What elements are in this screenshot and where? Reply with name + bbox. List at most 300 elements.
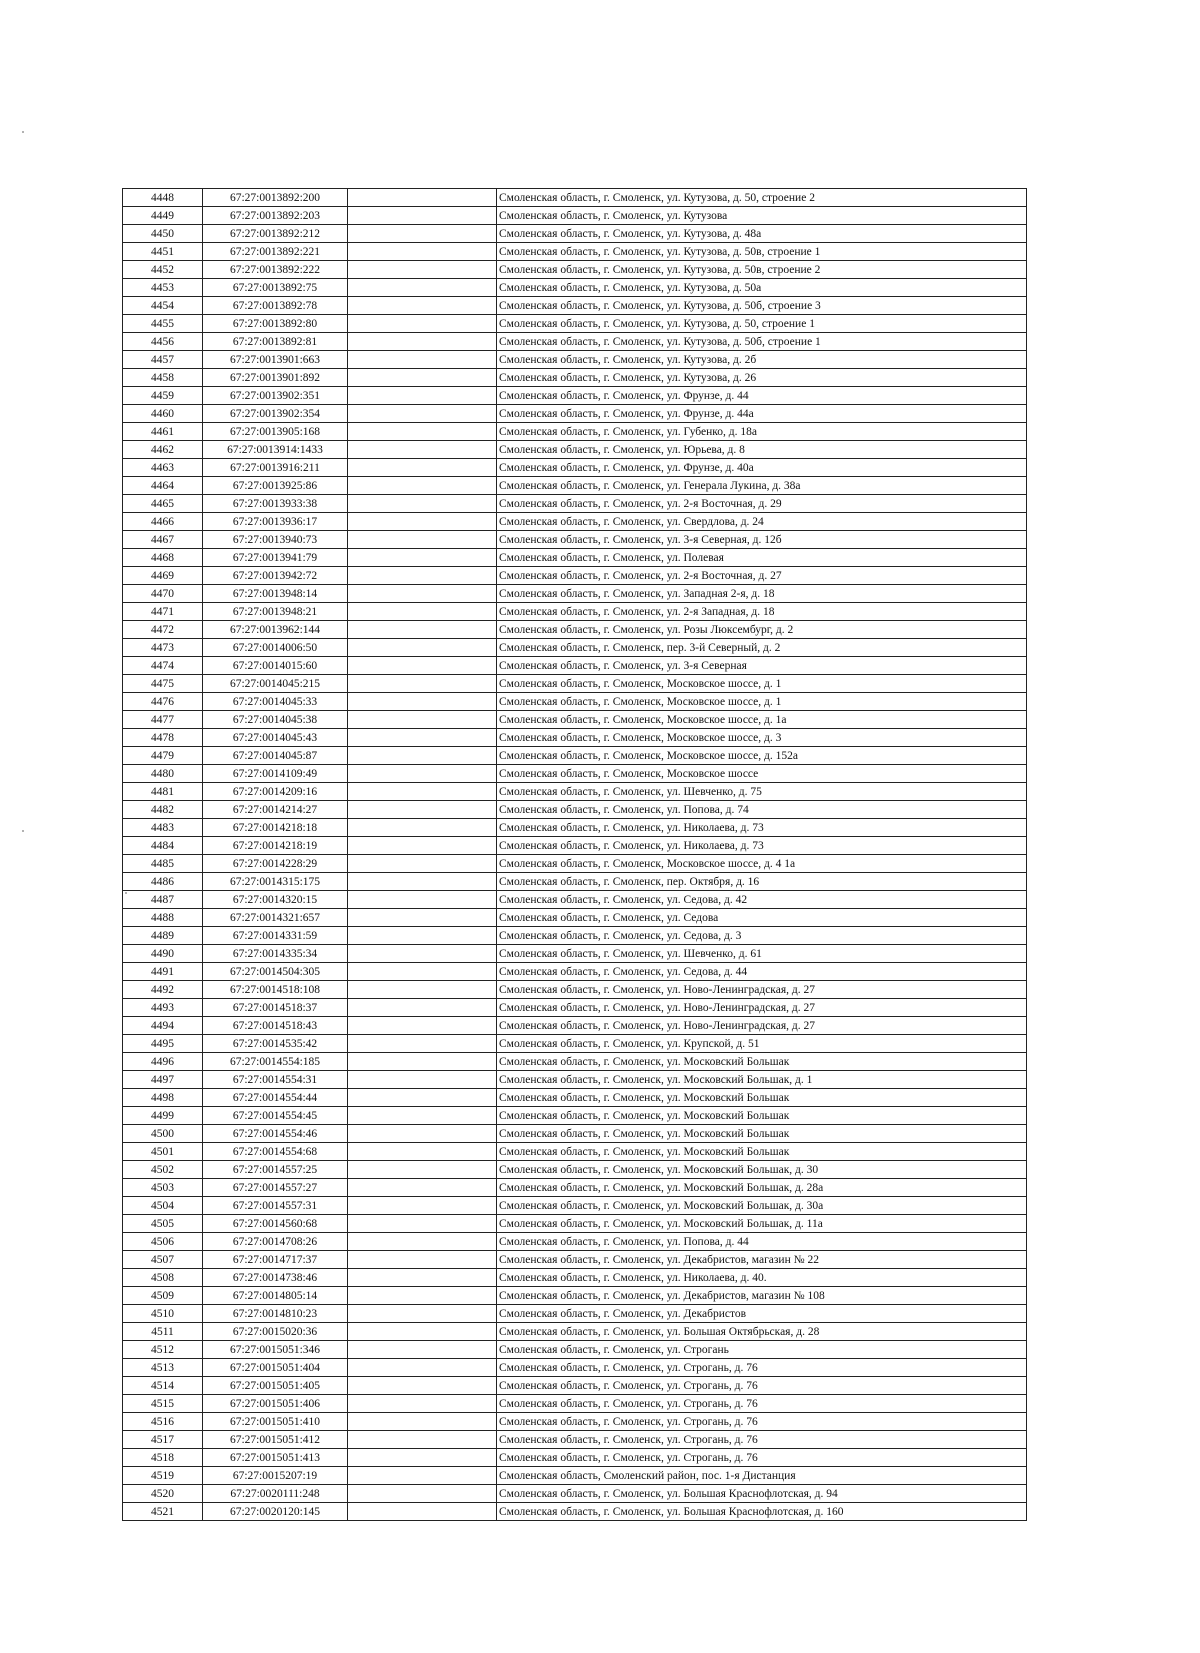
row-number: 4476 <box>123 693 203 711</box>
empty-cell <box>348 693 497 711</box>
row-number: 4474 <box>123 657 203 675</box>
address-cell: Смоленская область, г. Смоленск, ул. 2-я Восточная, д. 29 <box>497 495 1027 513</box>
row-number: 4475 <box>123 675 203 693</box>
address-cell: Смоленская область, г. Смоленск, ул. Большая Краснофлотская, д. 160 <box>497 1503 1027 1521</box>
empty-cell <box>348 657 497 675</box>
row-number: 4489 <box>123 927 203 945</box>
cadastral-number: 67:27:0014045:38 <box>203 711 348 729</box>
cadastral-number: 67:27:0013892:75 <box>203 279 348 297</box>
table-row <box>123 1413 1027 1431</box>
cadastral-number: 67:27:0014504:305 <box>203 963 348 981</box>
table-row <box>123 819 1027 837</box>
empty-cell <box>348 585 497 603</box>
empty-cell <box>348 531 497 549</box>
cadastral-number: 67:27:0014109:49 <box>203 765 348 783</box>
cadastral-number: 67:27:0015051:405 <box>203 1377 348 1395</box>
empty-cell <box>348 891 497 909</box>
row-number: 4502 <box>123 1161 203 1179</box>
table-row <box>123 1359 1027 1377</box>
address-cell: Смоленская область, г. Смоленск, ул. Кутузова, д. 50а <box>497 279 1027 297</box>
table-row <box>123 1395 1027 1413</box>
table-row <box>123 1053 1027 1071</box>
table-row <box>123 1449 1027 1467</box>
empty-cell <box>348 1341 497 1359</box>
table-row <box>123 225 1027 243</box>
empty-cell <box>348 927 497 945</box>
table-row <box>123 801 1027 819</box>
row-number: 4493 <box>123 999 203 1017</box>
address-cell: Смоленская область, г. Смоленск, Московское шоссе, д. 1 <box>497 675 1027 693</box>
table-row <box>123 999 1027 1017</box>
address-cell: Смоленская область, г. Смоленск, ул. Фрунзе, д. 44 <box>497 387 1027 405</box>
address-cell: Смоленская область, г. Смоленск, ул. 2-я Восточная, д. 27 <box>497 567 1027 585</box>
empty-cell <box>348 1431 497 1449</box>
row-number: 4455 <box>123 315 203 333</box>
table-row <box>123 1467 1027 1485</box>
address-cell: Смоленская область, г. Смоленск, ул. Шевченко, д. 75 <box>497 783 1027 801</box>
row-number: 4468 <box>123 549 203 567</box>
cadastral-number: 67:27:0014557:31 <box>203 1197 348 1215</box>
cadastral-number: 67:27:0013892:78 <box>203 297 348 315</box>
row-number: 4512 <box>123 1341 203 1359</box>
cadastral-number: 67:27:0014218:18 <box>203 819 348 837</box>
table-row <box>123 207 1027 225</box>
address-cell: Смоленская область, г. Смоленск, ул. Розы Люксембург, д. 2 <box>497 621 1027 639</box>
table-row <box>123 1305 1027 1323</box>
row-number: 4466 <box>123 513 203 531</box>
empty-cell <box>348 819 497 837</box>
row-number: 4500 <box>123 1125 203 1143</box>
empty-cell <box>348 1017 497 1035</box>
empty-cell <box>348 1323 497 1341</box>
cadastral-number: 67:27:0014554:31 <box>203 1071 348 1089</box>
address-cell: Смоленская область, г. Смоленск, ул. Декабристов, магазин № 22 <box>497 1251 1027 1269</box>
empty-cell <box>348 711 497 729</box>
row-number: 4483 <box>123 819 203 837</box>
empty-cell <box>348 675 497 693</box>
table-row <box>123 423 1027 441</box>
table-row <box>123 603 1027 621</box>
empty-cell <box>348 1053 497 1071</box>
table-row <box>123 243 1027 261</box>
table-row <box>123 693 1027 711</box>
empty-cell <box>348 1359 497 1377</box>
table-row <box>123 945 1027 963</box>
cadastral-number: 67:27:0013933:38 <box>203 495 348 513</box>
row-number: 4480 <box>123 765 203 783</box>
empty-cell <box>348 801 497 819</box>
row-number: 4519 <box>123 1467 203 1485</box>
row-number: 4494 <box>123 1017 203 1035</box>
cadastral-number: 67:27:0014209:16 <box>203 783 348 801</box>
address-cell: Смоленская область, г. Смоленск, ул. Московский Большак, д. 30а <box>497 1197 1027 1215</box>
empty-cell <box>348 405 497 423</box>
address-cell: Смоленская область, г. Смоленск, ул. Строгань, д. 76 <box>497 1413 1027 1431</box>
cadastral-number: 67:27:0014518:37 <box>203 999 348 1017</box>
cadastral-number: 67:27:0013948:21 <box>203 603 348 621</box>
address-cell: Смоленская область, г. Смоленск, ул. Кутузова, д. 26 <box>497 369 1027 387</box>
table-row <box>123 1485 1027 1503</box>
cadastral-number: 67:27:0014557:25 <box>203 1161 348 1179</box>
cadastral-number: 67:27:0014810:23 <box>203 1305 348 1323</box>
cadastral-number: 67:27:0014045:87 <box>203 747 348 765</box>
empty-cell <box>348 369 497 387</box>
cadastral-number: 67:27:0013892:222 <box>203 261 348 279</box>
row-number: 4484 <box>123 837 203 855</box>
address-cell: Смоленская область, г. Смоленск, ул. Московский Большак, д. 28а <box>497 1179 1027 1197</box>
table-row <box>123 981 1027 999</box>
cadastral-number: 67:27:0015051:413 <box>203 1449 348 1467</box>
row-number: 4491 <box>123 963 203 981</box>
address-cell: Смоленская область, г. Смоленск, ул. Кутузова, д. 50в, строение 1 <box>497 243 1027 261</box>
address-cell: Смоленская область, г. Смоленск, ул. Губенко, д. 18а <box>497 423 1027 441</box>
cadastral-number: 67:27:0015207:19 <box>203 1467 348 1485</box>
cadastral-number: 67:27:0014518:43 <box>203 1017 348 1035</box>
cadastral-number: 67:27:0015051:404 <box>203 1359 348 1377</box>
cadastral-number: 67:27:0014554:46 <box>203 1125 348 1143</box>
empty-cell <box>348 1251 497 1269</box>
row-number: 4473 <box>123 639 203 657</box>
cadastral-number: 67:27:0013925:86 <box>203 477 348 495</box>
empty-cell <box>348 315 497 333</box>
address-cell: Смоленская область, г. Смоленск, ул. Московский Большак <box>497 1125 1027 1143</box>
empty-cell <box>348 441 497 459</box>
table-row <box>123 1323 1027 1341</box>
table-row <box>123 621 1027 639</box>
table-row <box>123 261 1027 279</box>
cadastral-number: 67:27:0015051:406 <box>203 1395 348 1413</box>
row-number: 4514 <box>123 1377 203 1395</box>
cadastral-number: 67:27:0013902:351 <box>203 387 348 405</box>
address-cell: Смоленская область, г. Смоленск, Московское шоссе, д. 3 <box>497 729 1027 747</box>
address-cell: Смоленская область, г. Смоленск, ул. Московский Большак, д. 11а <box>497 1215 1027 1233</box>
cadastral-number: 67:27:0014717:37 <box>203 1251 348 1269</box>
table-row <box>123 891 1027 909</box>
cadastral-number: 67:27:0014006:50 <box>203 639 348 657</box>
cadastral-number: 67:27:0015020:36 <box>203 1323 348 1341</box>
empty-cell <box>348 279 497 297</box>
cadastral-number: 67:27:0013914:1433 <box>203 441 348 459</box>
row-number: 4485 <box>123 855 203 873</box>
table-row <box>123 1089 1027 1107</box>
address-cell: Смоленская область, г. Смоленск, ул. Строгань, д. 76 <box>497 1377 1027 1395</box>
address-cell: Смоленская область, г. Смоленск, ул. Кутузова <box>497 207 1027 225</box>
address-cell: Смоленская область, г. Смоленск, ул. Большая Октябрьская, д. 28 <box>497 1323 1027 1341</box>
row-number: 4457 <box>123 351 203 369</box>
table-row <box>123 297 1027 315</box>
row-number: 4471 <box>123 603 203 621</box>
empty-cell <box>348 873 497 891</box>
row-number: 4498 <box>123 1089 203 1107</box>
address-cell: Смоленская область, г. Смоленск, ул. Седова, д. 42 <box>497 891 1027 909</box>
row-number: 4479 <box>123 747 203 765</box>
table-row <box>123 747 1027 765</box>
empty-cell <box>348 1215 497 1233</box>
address-cell: Смоленская область, г. Смоленск, ул. Строгань, д. 76 <box>497 1449 1027 1467</box>
address-cell: Смоленская область, г. Смоленск, ул. Кутузова, д. 50, строение 2 <box>497 189 1027 207</box>
row-number: 4467 <box>123 531 203 549</box>
address-cell: Смоленская область, г. Смоленск, пер. Октября, д. 16 <box>497 873 1027 891</box>
cadastral-number: 67:27:0014218:19 <box>203 837 348 855</box>
address-cell: Смоленская область, г. Смоленск, пер. 3-й Северный, д. 2 <box>497 639 1027 657</box>
empty-cell <box>348 981 497 999</box>
empty-cell <box>348 1485 497 1503</box>
empty-cell <box>348 333 497 351</box>
table-row <box>123 927 1027 945</box>
address-cell: Смоленская область, г. Смоленск, ул. Кутузова, д. 50, строение 1 <box>497 315 1027 333</box>
table-row <box>123 405 1027 423</box>
cadastral-number: 67:27:0013936:17 <box>203 513 348 531</box>
address-cell: Смоленская область, г. Смоленск, ул. Крупской, д. 51 <box>497 1035 1027 1053</box>
address-cell: Смоленская область, г. Смоленск, Московское шоссе <box>497 765 1027 783</box>
table-row <box>123 855 1027 873</box>
address-cell: Смоленская область, г. Смоленск, ул. Седова, д. 44 <box>497 963 1027 981</box>
address-cell: Смоленская область, г. Смоленск, ул. Генерала Лукина, д. 38а <box>497 477 1027 495</box>
row-number: 4518 <box>123 1449 203 1467</box>
table-row <box>123 657 1027 675</box>
empty-cell <box>348 747 497 765</box>
scan-speck <box>22 131 24 133</box>
row-number: 4508 <box>123 1269 203 1287</box>
table-row <box>123 333 1027 351</box>
empty-cell <box>348 567 497 585</box>
table-row <box>123 513 1027 531</box>
empty-cell <box>348 1269 497 1287</box>
empty-cell <box>348 1395 497 1413</box>
row-number: 4513 <box>123 1359 203 1377</box>
cadastral-number: 67:27:0013892:221 <box>203 243 348 261</box>
empty-cell <box>348 1233 497 1251</box>
address-cell: Смоленская область, г. Смоленск, ул. Юрьева, д. 8 <box>497 441 1027 459</box>
cadastral-number: 67:27:0014045:215 <box>203 675 348 693</box>
cadastral-number: 67:27:0013962:144 <box>203 621 348 639</box>
address-cell: Смоленская область, г. Смоленск, ул. Декабристов, магазин № 108 <box>497 1287 1027 1305</box>
row-number: 4495 <box>123 1035 203 1053</box>
address-cell: Смоленская область, г. Смоленск, Московское шоссе, д. 1а <box>497 711 1027 729</box>
cadastral-number: 67:27:0013901:663 <box>203 351 348 369</box>
cadastral-number: 67:27:0013892:203 <box>203 207 348 225</box>
empty-cell <box>348 459 497 477</box>
row-number: 4470 <box>123 585 203 603</box>
table-row <box>123 387 1027 405</box>
table-row <box>123 549 1027 567</box>
table-row <box>123 459 1027 477</box>
row-number: 4451 <box>123 243 203 261</box>
table-row <box>123 1377 1027 1395</box>
table-row <box>123 909 1027 927</box>
address-cell: Смоленская область, г. Смоленск, ул. Ново-Ленинградская, д. 27 <box>497 999 1027 1017</box>
table-row <box>123 1107 1027 1125</box>
scan-speck <box>22 830 24 832</box>
empty-cell <box>348 387 497 405</box>
cadastral-number: 67:27:0013892:80 <box>203 315 348 333</box>
cadastral-number: 67:27:0014738:46 <box>203 1269 348 1287</box>
cadastral-number: 67:27:0014214:27 <box>203 801 348 819</box>
table-row <box>123 1233 1027 1251</box>
cadastral-number: 67:27:0014335:34 <box>203 945 348 963</box>
row-number: 4511 <box>123 1323 203 1341</box>
row-number: 4453 <box>123 279 203 297</box>
empty-cell <box>348 1143 497 1161</box>
cadastral-number: 67:27:0013905:168 <box>203 423 348 441</box>
address-cell: Смоленская область, г. Смоленск, ул. Московский Большак <box>497 1143 1027 1161</box>
row-number: 4464 <box>123 477 203 495</box>
empty-cell <box>348 1035 497 1053</box>
table-row <box>123 495 1027 513</box>
row-number: 4449 <box>123 207 203 225</box>
row-number: 4521 <box>123 1503 203 1521</box>
row-number: 4454 <box>123 297 203 315</box>
address-cell: Смоленская область, г. Смоленск, ул. Строгань, д. 76 <box>497 1359 1027 1377</box>
empty-cell <box>348 1503 497 1521</box>
cadastral-number: 67:27:0020120:145 <box>203 1503 348 1521</box>
row-number: 4458 <box>123 369 203 387</box>
cadastral-number: 67:27:0014554:68 <box>203 1143 348 1161</box>
address-cell: Смоленская область, Смоленский район, пос. 1-я Дистанция <box>497 1467 1027 1485</box>
table-row <box>123 441 1027 459</box>
cadastral-number: 67:27:0013901:892 <box>203 369 348 387</box>
table-row <box>123 1431 1027 1449</box>
address-cell: Смоленская область, г. Смоленск, ул. Западная 2-я, д. 18 <box>497 585 1027 603</box>
cadastral-number: 67:27:0014015:60 <box>203 657 348 675</box>
empty-cell <box>348 1305 497 1323</box>
row-number: 4503 <box>123 1179 203 1197</box>
empty-cell <box>348 1377 497 1395</box>
address-cell: Смоленская область, г. Смоленск, ул. Николаева, д. 73 <box>497 819 1027 837</box>
row-number: 4462 <box>123 441 203 459</box>
row-number: 4520 <box>123 1485 203 1503</box>
empty-cell <box>348 1161 497 1179</box>
empty-cell <box>348 603 497 621</box>
address-cell: Смоленская область, г. Смоленск, ул. Ново-Ленинградская, д. 27 <box>497 981 1027 999</box>
row-number: 4507 <box>123 1251 203 1269</box>
empty-cell <box>348 783 497 801</box>
empty-cell <box>348 621 497 639</box>
cadastral-number: 67:27:0014045:43 <box>203 729 348 747</box>
address-cell: Смоленская область, г. Смоленск, ул. Николаева, д. 40. <box>497 1269 1027 1287</box>
empty-cell <box>348 243 497 261</box>
empty-cell <box>348 1287 497 1305</box>
address-cell: Смоленская область, г. Смоленск, ул. Московский Большак <box>497 1107 1027 1125</box>
table-row <box>123 531 1027 549</box>
empty-cell <box>348 297 497 315</box>
row-number: 4505 <box>123 1215 203 1233</box>
table-row <box>123 1071 1027 1089</box>
row-number: 4481 <box>123 783 203 801</box>
address-cell: Смоленская область, г. Смоленск, ул. Кутузова, д. 50б, строение 1 <box>497 333 1027 351</box>
table-row <box>123 1503 1027 1521</box>
cadastral-number: 67:27:0014554:185 <box>203 1053 348 1071</box>
table-row <box>123 729 1027 747</box>
address-cell: Смоленская область, г. Смоленск, ул. Фрунзе, д. 44а <box>497 405 1027 423</box>
table-row <box>123 1251 1027 1269</box>
empty-cell <box>348 765 497 783</box>
row-number: 4488 <box>123 909 203 927</box>
row-number: 4487 <box>123 891 203 909</box>
table-row <box>123 1161 1027 1179</box>
address-cell: Смоленская область, г. Смоленск, ул. Седова, д. 3 <box>497 927 1027 945</box>
cadastral-number: 67:27:0014708:26 <box>203 1233 348 1251</box>
cadastral-number: 67:27:0014321:657 <box>203 909 348 927</box>
address-cell: Смоленская область, г. Смоленск, ул. Николаева, д. 73 <box>497 837 1027 855</box>
cadastral-number: 67:27:0013942:72 <box>203 567 348 585</box>
address-cell: Смоленская область, г. Смоленск, ул. Свердлова, д. 24 <box>497 513 1027 531</box>
table-row <box>123 585 1027 603</box>
table-row <box>123 639 1027 657</box>
address-cell: Смоленская область, г. Смоленск, ул. Московский Большак, д. 1 <box>497 1071 1027 1089</box>
empty-cell <box>348 495 497 513</box>
address-cell: Смоленская область, г. Смоленск, ул. Кутузова, д. 50в, строение 2 <box>497 261 1027 279</box>
address-cell: Смоленская область, г. Смоленск, ул. Седова <box>497 909 1027 927</box>
cadastral-number: 67:27:0013916:211 <box>203 459 348 477</box>
cadastral-number: 67:27:0013892:200 <box>203 189 348 207</box>
cadastral-number: 67:27:0013940:73 <box>203 531 348 549</box>
row-number: 4501 <box>123 1143 203 1161</box>
empty-cell <box>348 945 497 963</box>
address-cell: Смоленская область, г. Смоленск, ул. Шевченко, д. 61 <box>497 945 1027 963</box>
row-number: 4486 <box>123 873 203 891</box>
table-row <box>123 1269 1027 1287</box>
table-row <box>123 1215 1027 1233</box>
registry-rows <box>123 189 1027 1521</box>
table-row <box>123 1287 1027 1305</box>
address-cell: Смоленская область, г. Смоленск, ул. Кутузова, д. 48а <box>497 225 1027 243</box>
address-cell: Смоленская область, г. Смоленск, ул. Ново-Ленинградская, д. 27 <box>497 1017 1027 1035</box>
cadastral-number: 67:27:0013892:212 <box>203 225 348 243</box>
table-row <box>123 567 1027 585</box>
table-row <box>123 369 1027 387</box>
cadastral-number: 67:27:0014331:59 <box>203 927 348 945</box>
table-row <box>123 1017 1027 1035</box>
table-row <box>123 315 1027 333</box>
empty-cell <box>348 225 497 243</box>
table-row <box>123 1341 1027 1359</box>
empty-cell <box>348 1413 497 1431</box>
empty-cell <box>348 549 497 567</box>
table-row <box>123 1179 1027 1197</box>
address-cell: Смоленская область, г. Смоленск, Московское шоссе, д. 4 1а <box>497 855 1027 873</box>
address-cell: Смоленская область, г. Смоленск, ул. 3-я Северная, д. 12б <box>497 531 1027 549</box>
empty-cell <box>348 855 497 873</box>
row-number: 4515 <box>123 1395 203 1413</box>
cadastral-number: 67:27:0015051:412 <box>203 1431 348 1449</box>
row-number: 4461 <box>123 423 203 441</box>
empty-cell <box>348 189 497 207</box>
cadastral-number: 67:27:0015051:410 <box>203 1413 348 1431</box>
table-row <box>123 189 1027 207</box>
empty-cell <box>348 207 497 225</box>
row-number: 4450 <box>123 225 203 243</box>
address-cell: Смоленская область, г. Смоленск, ул. Строгань, д. 76 <box>497 1395 1027 1413</box>
row-number: 4504 <box>123 1197 203 1215</box>
address-cell: Смоленская область, г. Смоленск, ул. Декабристов <box>497 1305 1027 1323</box>
table-row <box>123 477 1027 495</box>
empty-cell <box>348 1071 497 1089</box>
cadastral-number: 67:27:0014045:33 <box>203 693 348 711</box>
empty-cell <box>348 513 497 531</box>
empty-cell <box>348 351 497 369</box>
cadastral-number: 67:27:0013948:14 <box>203 585 348 603</box>
empty-cell <box>348 1089 497 1107</box>
cadastral-number: 67:27:0015051:346 <box>203 1341 348 1359</box>
row-number: 4460 <box>123 405 203 423</box>
address-cell: Смоленская область, г. Смоленск, Московское шоссе, д. 1 <box>497 693 1027 711</box>
row-number: 4459 <box>123 387 203 405</box>
row-number: 4482 <box>123 801 203 819</box>
registry-table <box>122 188 1027 1521</box>
table-row <box>123 873 1027 891</box>
row-number: 4472 <box>123 621 203 639</box>
